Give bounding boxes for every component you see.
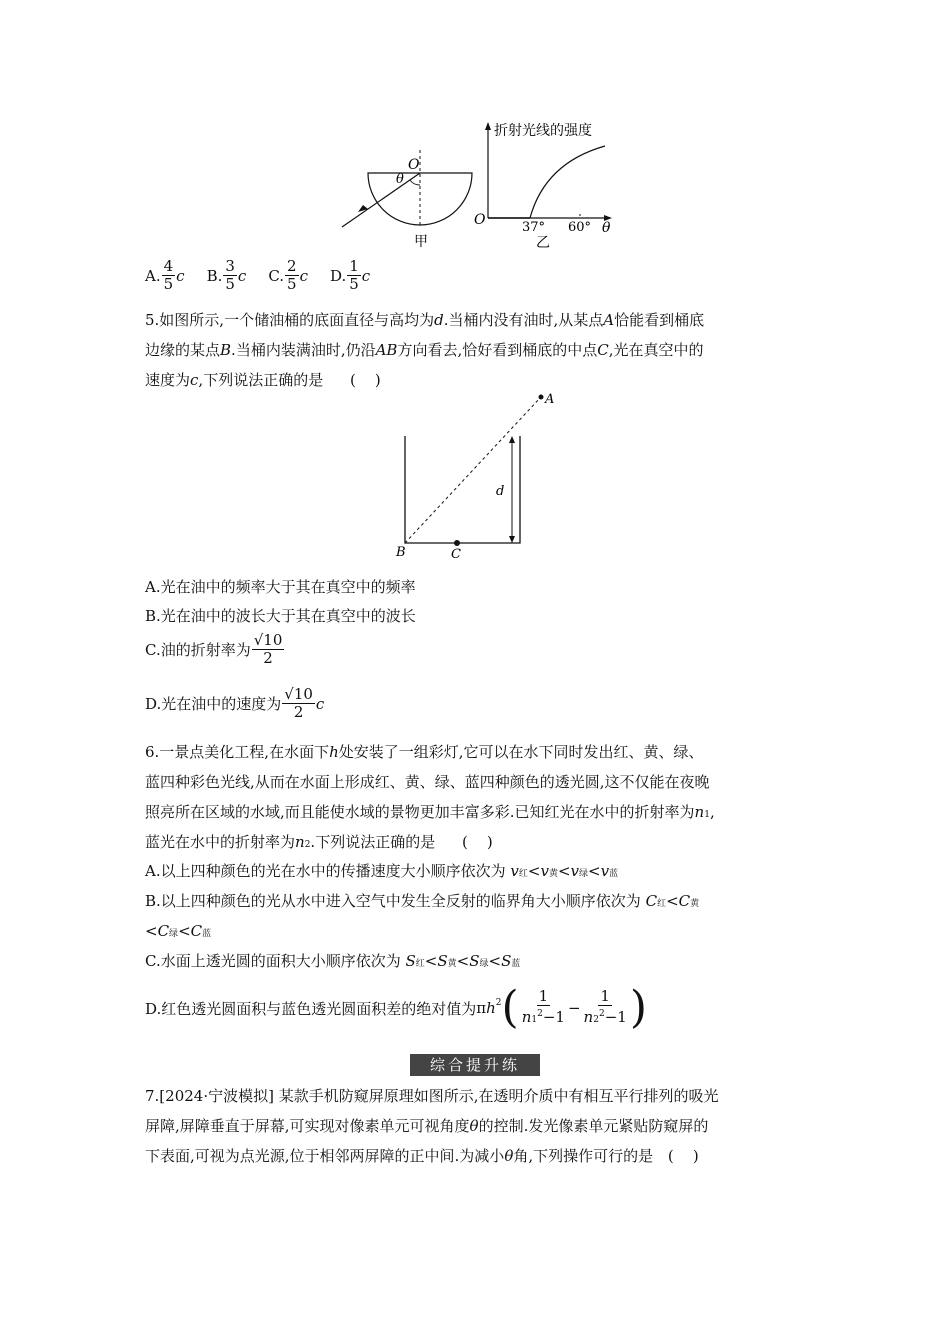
caption-yi: 乙 [536,235,550,251]
q4-option-b-fraction: $\frac{3}{5}$ [225,257,235,293]
q4-options-row [145,258,370,293]
caption-jia: 甲 [414,234,428,250]
theta-arc [410,180,420,185]
q4-option-d-fraction: $\frac{1}{5}$ [349,257,359,293]
q6-option-b-cont: <C绿<C蓝 [145,922,212,940]
right-big-paren: ) [629,982,647,1033]
intensity-curve [530,146,605,218]
q4-option-d-letter: D. [329,266,347,285]
q6-d-fraction-1: $\frac{1}{n1^2-1}$ [521,986,565,1026]
q6-stem-line-2: 蓝四种彩色光线,从而在水面上形成红、黄、绿、蓝四种颜色的透光圆,这不仅能在夜晚 [145,773,710,791]
q4-option-a-unit: c [176,266,185,285]
figure-oil-barrel [390,388,560,563]
q6-d-fraction-2: $\frac{1}{n2^2-1}$ [583,986,627,1026]
point-C-dot [454,540,460,546]
q5-option-a[interactable]: A.光在油中的频率大于其在真空中的频率 [145,578,416,596]
q4-option-c-fraction: $\frac{2}{5}$ [287,257,297,293]
q4-option-d-unit: c [361,266,371,285]
q5-option-b[interactable]: B.光在油中的波长大于其在真空中的波长 [145,607,416,625]
q6-stem-line-3: 照亮所在区域的水域,而且能使水域的景物更加丰富多彩.已知红光在水中的折射率为n1, [145,803,715,821]
q4-option-a-letter: A. [145,266,161,285]
q6-stem-line-4: 蓝光在水中的折射率为n2.下列说法正确的是 ( ) [145,833,493,851]
q4-option-a[interactable] [145,258,185,293]
label-O-right: O [474,212,486,228]
q4-option-d[interactable] [330,258,370,293]
q6-option-a[interactable]: A.以上四种颜色的光在水中的传播速度大小顺序依次为 v红<v黄<v绿<v蓝 [145,862,619,880]
q4-option-b[interactable] [207,258,247,293]
q4-option-c-letter: C. [268,266,285,285]
q4-option-c-unit: c [299,266,308,285]
dimension-d-arrow-bottom [509,536,515,543]
tick-label-60: 60° [568,220,592,235]
label-fig-d: d [496,484,505,499]
left-big-paren: ( [501,982,519,1033]
q7-stem-line-1: 7.[2024·宁波模拟] 某款手机防窥屏原理如图所示,在透明介质中有相互平行排列的吸光 [145,1087,719,1105]
q4-option-b-unit: c [237,266,247,285]
figure-yi-graph [470,118,620,253]
x-axis-theta: θ [602,220,611,236]
q5-stem-line-3: 速度为c,下列说法正确的是 ( ) [145,371,381,389]
q5-answer-paren[interactable]: ( ) [349,371,381,389]
q7-stem-line-2: 屏障,屏障垂直于屏幕,可实现对像素单元可视角度θ的控制.发光像素单元紧贴防窥屏的 [145,1117,709,1135]
label-fig-C: C [451,547,461,562]
q4-option-b-letter: B. [206,266,223,285]
q7-stem-line-3: 下表面,可视为点光源,位于相邻两屏障的正中间.为减小θ角,下列操作可行的是 ( ) [145,1147,699,1165]
q6-answer-paren[interactable]: ( ) [461,833,493,851]
q4-option-a-fraction: $\frac{4}{5}$ [163,257,174,293]
incident-ray-arrowhead [358,205,368,212]
y-axis-label: 折射光线的强度 [494,123,592,139]
figure-jia-semicircle [330,145,480,250]
q5-option-d[interactable]: D.光在油中的速度为 $\frac{√10}{2}$ c [145,685,325,721]
y-axis-arrow [485,122,491,130]
q7-answer-paren[interactable]: ( ) [667,1147,699,1165]
q5-stem-line-2: 边缘的某点B.当桶内装满油时,仍沿AB方向看去,恰好看到桶底的中点C,光在真空中的 [145,341,704,359]
q5-option-c-fraction: $\frac{√10}{2}$ [253,631,283,667]
label-theta-left: θ [396,172,404,187]
dimension-d-arrow-top [509,436,515,443]
q6-option-d[interactable]: D.红色透光圆面积与蓝色透光圆面积差的绝对值为 π h 2 ( $\frac{1}{n1^2-1}$ − $\frac{1}{n2^2-1}$ ) [145,982,647,1033]
q6-option-c[interactable]: C.水面上透光圆的面积大小顺序依次为 S红<S黄<S绿<S蓝 [145,952,521,970]
label-fig-B: B [396,545,406,560]
label-fig-A: A [545,392,555,407]
q5-stem-line-1: 5.如图所示,一个储油桶的底面直径与高均为d.当桶内没有油时,从某点A恰能看到桶底 [145,311,705,329]
q6-stem-line-1: 6.一景点美化工程,在水面下h处安装了一组彩灯,它可以在水下同时发出红、黄、绿、 [145,743,704,761]
q5-option-c[interactable]: C.油的折射率为 $\frac{√10}{2}$ [145,631,283,667]
q6-option-b[interactable]: B.以上四种颜色的光从水中进入空气中发生全反射的临界角大小顺序依次为 C红<C黄 [145,892,700,910]
label-O-left: O [408,157,420,173]
q4-option-c[interactable] [268,258,308,293]
q5-option-d-fraction: $\frac{√10}{2}$ [284,685,313,721]
point-A-dot [539,395,544,400]
section-badge: 综合提升练 [410,1054,540,1076]
tick-label-37: 37° [522,220,546,235]
incident-ray [342,173,420,227]
